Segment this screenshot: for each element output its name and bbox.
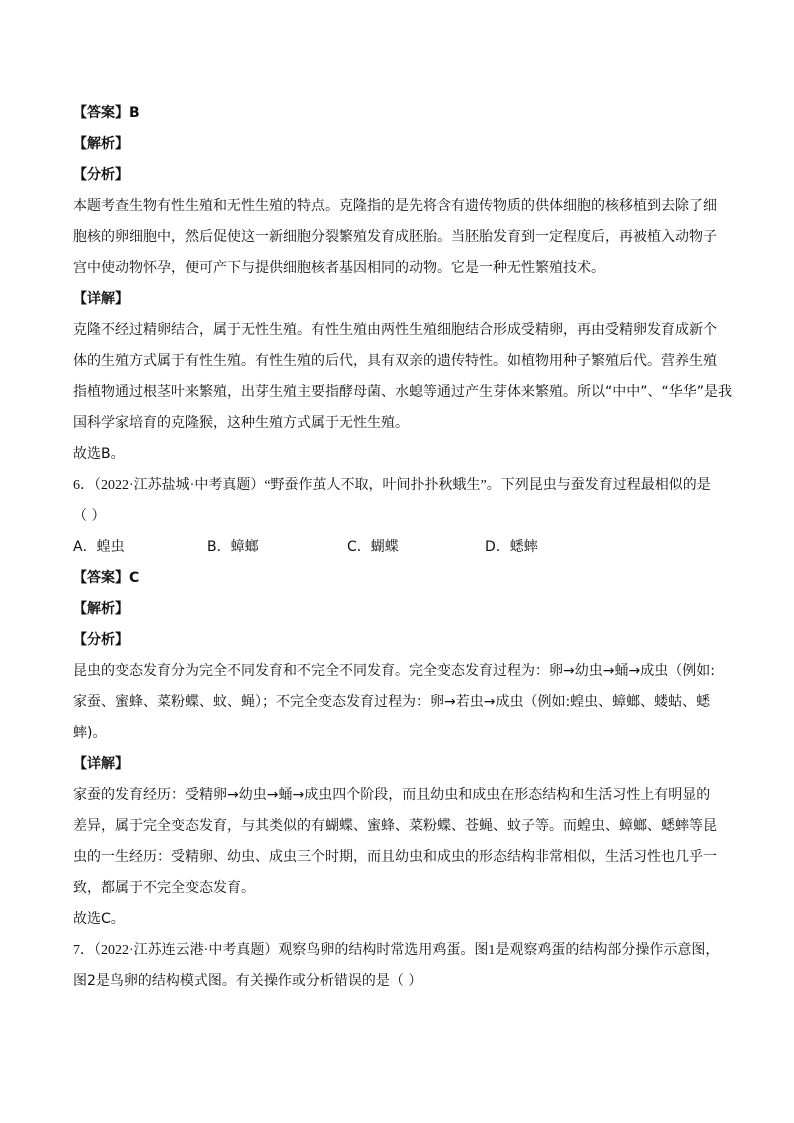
q6-answer: 【答案】C [73,570,140,586]
q6-detail-line: 家蚕的发育经历：受精卵→幼虫→蛹→成虫四个阶段，而且幼虫和成虫在形态结构和生活习性上有明显的 [73,787,711,803]
q6-fenxi-heading: 【分析】 [73,632,129,648]
q6-detail-line: 差异，属于完全变态发育，与其类似的有蝴蝶、蜜蜂、菜粉蝶、苍蝇、蚊子等。而蝗虫、蟑螂、蟋蟀等昆 [73,818,717,834]
q5-detail-line: 体的生殖方式属于有性生殖。有性生殖的后代，具有双亲的遗传特性。如植物用种子繁殖后代。营养生殖 [73,353,717,369]
q5-conclusion: 故选B。 [73,446,125,462]
q5-jiexi-heading: 【解析】 [73,136,129,152]
q6-jiexi-heading: 【解析】 [73,601,129,617]
q5-analysis-line: 胞核的卵细胞中，然后促使这一新细胞分裂繁殖发育成胚胎。当胚胎发育到一定程度后，再被植入动物子 [73,229,717,245]
q5-detail-line: 国科学家培育的克隆猴，这种生殖方式属于无性生殖。 [73,415,409,431]
q6-conclusion: 故选C。 [73,911,125,927]
q5-detail-line: 克隆不经过精卵结合，属于无性生殖。有性生殖由两性生殖细胞结合形成受精卵，再由受精卵发育成新个 [73,322,717,338]
q6-analysis-line: 蟀)。 [73,725,107,741]
q5-fenxi-heading: 【分析】 [73,167,129,183]
q6-xiangjie-heading: 【详解】 [73,756,129,772]
q6-option-a: A．蝗虫 [73,539,125,555]
q6-options [73,532,733,563]
q6-detail-line: 虫的一生经历：受精卵、幼虫、成虫三个时期，而且幼虫和成虫的形态结构非常相似，生活习性也几乎一 [73,849,717,865]
q6-option-c: C．蝴蝶 [347,539,399,555]
q5-analysis-line: 本题考查生物有性生殖和无性生殖的特点。克隆指的是先将含有遗传物质的供体细胞的核移植到去除了细 [73,198,717,214]
q6-option-d: D．蟋蟀 [485,539,538,555]
q5-answer: 【答案】B [73,105,140,121]
q6-analysis-line: 昆虫的变态发育分为完全不同发育和不完全不同发育。完全变态发育过程为：卵→幼虫→蛹→成虫（例如: [73,663,715,679]
q6-analysis-line: 家蚕、蜜蜂、菜粉蝶、蚊、蝇）；不完全变态发育过程为：卵→若虫→成虫（例如:蝗虫、蟑螂、蝼蛄、蟋 [73,694,711,710]
q6-detail-line: 致，都属于不完全变态发育。 [73,880,255,896]
q5-xiangjie-heading: 【详解】 [73,291,129,307]
q5-detail-line: 指植物通过根茎叶来繁殖，出芽生殖主要指酵母菌、水螅等通过产生芽体来繁殖。所以“中中”、“华华”是我 [73,384,733,400]
q6-stem-blank: （ ） [73,508,106,524]
q6-option-b: B．蟑螂 [207,539,259,555]
q7-stem: 7．（2022·江苏连云港·中考真题）观察鸟卵的结构时常选用鸡蛋。图1是观察鸡蛋的结构部分操作示意图， [73,943,720,958]
q6-stem: 6．（2022·江苏盐城·中考真题）“野蚕作茧人不取，叶间扑扑秋蛾生”。下列昆虫与蚕发育过程最相似的是 [73,478,711,493]
document-content [73,98,733,997]
q7-stem-line2: 图2是鸟卵的结构模式图。有关操作或分析错误的是（ ） [73,973,423,989]
q5-analysis-line: 宫中使动物怀孕，便可产下与提供细胞核者基因相同的动物。它是一种无性繁殖技术。 [73,260,605,276]
